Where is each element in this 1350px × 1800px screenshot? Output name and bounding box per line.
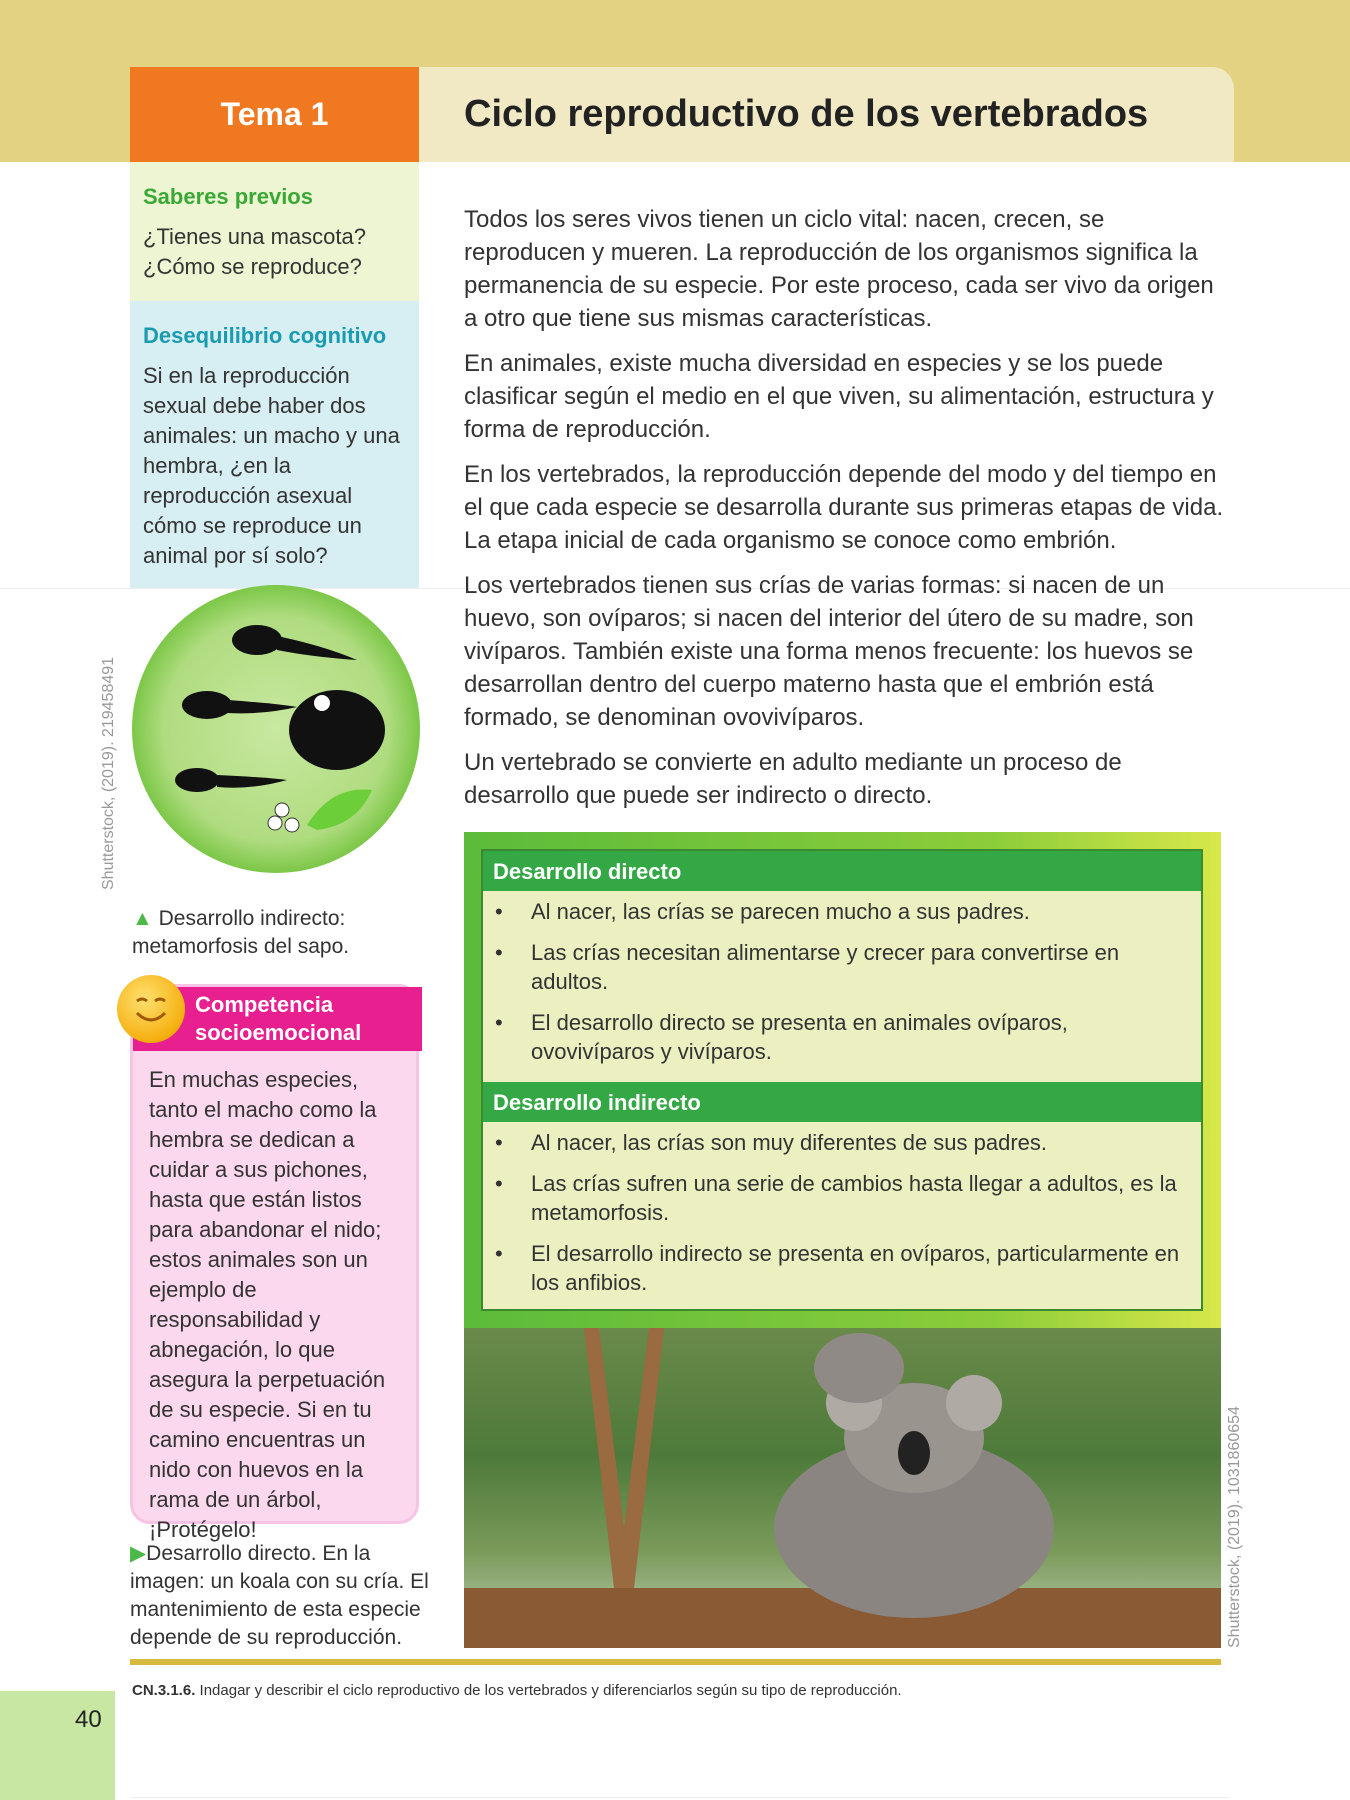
saberes-text: ¿Tienes una mascota? ¿Cómo se reproduce? [143,224,366,279]
page-number: 40 [75,1706,102,1733]
smiley-icon [117,975,185,1043]
triangle-right-icon: ▶ [130,1542,147,1565]
footer-rule [130,1659,1221,1665]
indirecto-heading: Desarrollo indirecto [483,1082,1201,1122]
desarrollo-inner [481,849,1203,1311]
paragraph: Un vertebrado se convierte en adulto mediante un proceso de desarrollo que puede ser indirecto o directo. [464,749,1122,809]
saberes-previos-box [130,162,419,301]
list-item: • El desarrollo indirecto se presenta en ovíparos, particularmente en los anfibios. [495,1239,1185,1297]
directo-heading: Desarrollo directo [483,851,1201,891]
paragraph: En los vertebrados, la reproducción depende del modo y del tiempo en el que cada especie se desarrolla durante sus primeras etapas de vida. La etapa inicial de cada organismo se conoce como embrión. [464,461,1224,554]
main-text [464,203,1224,824]
koala-credit: Shutterstock, (2019). 1031860654 [1226,1406,1243,1648]
desequilibrio-heading: Desequilibrio cognitivo [143,323,387,348]
list-item: • Las crías necesitan alimentarse y crecer para convertirse en adultos. [495,938,1185,996]
caption-text: Desarrollo indirecto: metamorfosis del sapo. [132,907,350,958]
competencia-heading: Competencia socioemocional [133,987,422,1051]
koala-photo [464,1328,1221,1648]
competencia-text: En muchas especies, tanto el macho como la hembra se dedican a cuidar a sus pichones, hasta que están listos para abandonar el nido; estos animales son un ejemplo de responsabilidad y abnegación, lo que asegura la perpetuación de su especie. Si en tu camino encuentras un nido con huevos en la rama de un árbol, ¡Protégelo! [149,1067,386,1542]
frog-credit: Shutterstock, (2019). 219458491 [100,656,117,890]
saberes-heading: Saberes previos [143,184,313,209]
footer-line [130,1797,1230,1798]
triangle-up-icon: ▲ [132,907,159,930]
indirecto-list [483,1122,1201,1313]
desarrollo-box [464,832,1221,1328]
frog-caption [132,905,412,961]
list-item: • Al nacer, las crías son muy diferentes de sus padres. [495,1128,1185,1157]
caption-text: Desarrollo directo. En la imagen: un koala con su cría. El mantenimiento de esta especie depende de su reproducción. [130,1542,429,1649]
frog-lifecycle-image [132,585,420,873]
paragraph: Todos los seres vivos tienen un ciclo vital: nacen, crecen, se reproducen y mueren. La reproducción de los organismos significa la permanencia de su especie. Por este proceso, cada ser vivo da origen a otro que tiene sus mismas características. [464,206,1214,332]
curriculum-code: CN.3.1.6. [132,1682,196,1699]
paragraph: Los vertebrados tienen sus crías de varias formas: si nacen de un huevo, son ovíparos; si nacen del interior del útero de su madre, son vivíparos. También existe una forma menos frecuente: los huevos se desarrollan dentro del cuerpo materno hasta que el embrión está formado, se denominan ovovivíparos. [464,572,1194,731]
page-title: Ciclo reproductivo de los vertebrados [464,93,1149,135]
curriculum-note [132,1682,902,1699]
frog-silhouettes [132,585,420,873]
list-item: • Las crías sufren una serie de cambios hasta llegar a adultos, es la metamorfosis. [495,1169,1185,1227]
directo-list [483,891,1201,1082]
list-item: • El desarrollo directo se presenta en animales ovíparos, ovovivíparos y vivíparos. [495,1008,1185,1066]
competencia-box [130,984,419,1542]
desequilibrio-text: Si en la reproducción sexual debe haber dos animales: un macho y una hembra, ¿en la reproducción asexual cómo se reproduce un animal por sí solo? [143,363,400,568]
paragraph: En animales, existe mucha diversidad en especies y se los puede clasificar según el medio en el que viven, su alimentación, estructura y forma de reproducción. [464,350,1214,443]
tema-label: Tema 1 [130,67,419,162]
koala-caption [130,1540,430,1652]
desequilibrio-box [130,301,419,588]
koala-illustration [464,1328,1221,1648]
list-item: • Al nacer, las crías se parecen mucho a sus padres. [495,897,1185,926]
curriculum-text: Indagar y describir el ciclo reproductivo de los vertebrados y diferenciarlos según su tipo de reproducción. [199,1682,902,1699]
page-header [130,67,1234,162]
